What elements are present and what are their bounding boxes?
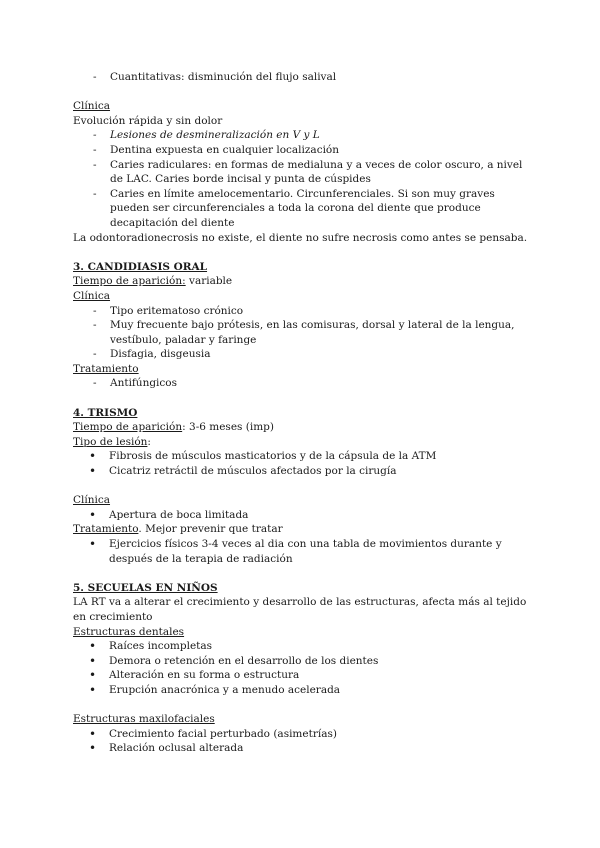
list-item: - Cuantitativas: disminución del flujo salival <box>73 70 528 85</box>
list-item: • Ejercicios físicos 3-4 veces al dia con una tabla de movimientos durante y después de la terapia de radiación <box>73 537 528 566</box>
candidiasis-tratamiento-heading: Tratamiento <box>73 362 139 375</box>
list-item: • Crecimiento facial perturbado (asimetrías) <box>73 727 528 742</box>
candidiasis-clinica-list <box>73 304 528 362</box>
list-item: - Disfagia, disgeusia <box>73 347 528 362</box>
lesion-label: Tipo de lesión <box>73 435 148 448</box>
clinica-intro: Evolución rápida y sin dolor <box>73 114 223 127</box>
candidiasis-clinica-heading: Clínica <box>73 289 111 302</box>
trismo-tratamiento-list <box>73 537 528 566</box>
clinica-heading: Clínica <box>73 100 111 113</box>
document-content <box>73 70 528 756</box>
trismo-lesion-list <box>73 449 528 478</box>
tiempo-label: Tiempo de aparición <box>73 421 183 434</box>
list-item: - Lesiones de desmineralización en V y L <box>73 128 528 143</box>
list-item: • Erupción anacrónica y a menudo acelerada <box>73 683 528 698</box>
trismo-tratamiento <box>73 522 528 537</box>
section-title-candidiasis: 3. CANDIDIASIS ORAL <box>73 260 208 273</box>
list-item: • Demora o retención en el desarrollo de los dientes <box>73 654 528 669</box>
maxilofaciales-heading: Estructuras maxilofaciales <box>73 713 215 726</box>
trismo-clinica-list <box>73 508 528 523</box>
maxilofaciales-list <box>73 727 528 756</box>
trismo-lesion <box>73 435 528 450</box>
tratamiento-value: . Mejor prevenir que tratar <box>138 523 283 536</box>
top-dash-list <box>73 70 528 85</box>
tiempo-label: Tiempo de aparición: <box>73 275 186 288</box>
list-item: • Alteración en su forma o estructura <box>73 668 528 683</box>
list-item: - Caries en límite amelocementario. Circunferenciales. Si son muy graves pueden ser circunferenciales a toda la corona del diente que produce decapitación del diente <box>73 187 528 231</box>
list-item: - Caries radiculares: en formas de medialuna y a veces de color oscuro, a nivel de LAC. Caries borde incisal y punta de cúspides <box>73 158 528 187</box>
trismo-clinica-heading: Clínica <box>73 494 111 507</box>
lesion-suffix: : <box>147 435 151 448</box>
candidiasis-tiempo <box>73 274 528 289</box>
tratamiento-label: Tratamiento <box>73 523 139 536</box>
dentales-list <box>73 639 528 697</box>
secuelas-intro: LA RT va a alterar el crecimiento y desarrollo de las estructuras, afecta más al tejido en crecimiento <box>73 596 527 623</box>
list-item: • Apertura de boca limitada <box>73 508 528 523</box>
list-item: - Tipo eritematoso crónico <box>73 304 528 319</box>
section-title-trismo: 4. TRISMO <box>73 406 138 419</box>
list-item: - Dentina expuesta en cualquier localización <box>73 143 528 158</box>
list-item: • Raíces incompletas <box>73 639 528 654</box>
trismo-tiempo <box>73 420 528 435</box>
list-item: • Fibrosis de músculos masticatorios y de la cápsula de la ATM <box>73 449 528 464</box>
candidiasis-tratamiento-list <box>73 376 528 391</box>
clinica-dash-list <box>73 128 528 230</box>
dentales-heading: Estructuras dentales <box>73 625 185 638</box>
section-title-secuelas: 5. SECUELAS EN NIÑOS <box>73 581 218 594</box>
list-item: • Cicatriz retráctil de músculos afectados por la cirugía <box>73 464 528 479</box>
list-item: - Muy frecuente bajo prótesis, en las comisuras, dorsal y lateral de la lengua, vestíbulo, paladar y faringe <box>73 318 528 347</box>
list-item: • Relación oclusal alterada <box>73 741 528 756</box>
list-item: - Antifúngicos <box>73 376 528 391</box>
clinica-note: La odontoradionecrosis no existe, el diente no sufre necrosis como antes se pensaba. <box>73 231 528 244</box>
tiempo-value: : 3-6 meses (imp) <box>182 421 274 434</box>
tiempo-value: variable <box>185 275 233 288</box>
